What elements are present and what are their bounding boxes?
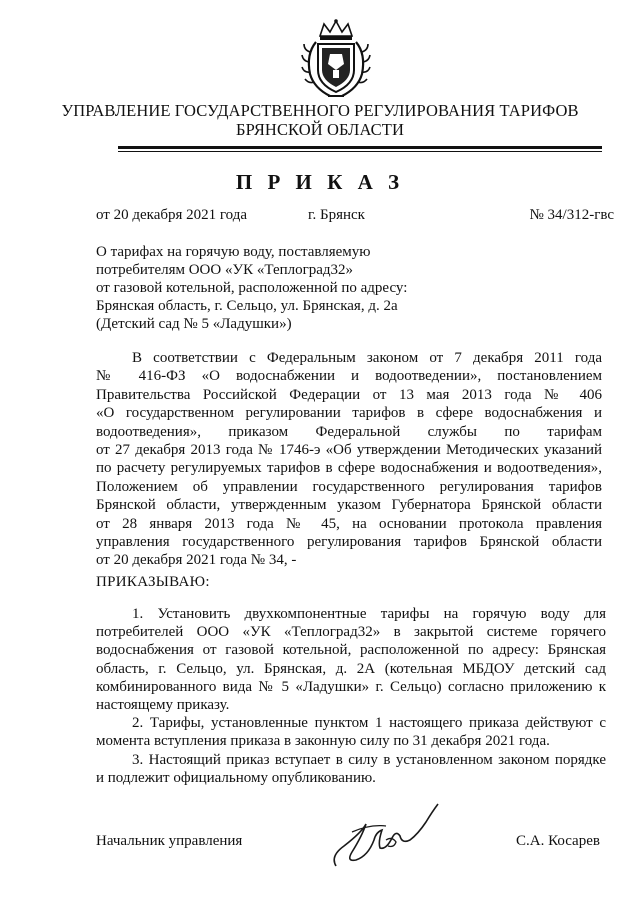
item-3-line: и подлежит официальному опубликованию. [96, 769, 376, 786]
basis-line: В соответствии с Федеральным законом от 7 декабря 2011 года [132, 350, 602, 366]
basis-line: Правительства Российской Федерации от 13 мая 2013 года № 406 [96, 386, 602, 403]
subject-line: от газовой котельной, расположенной по адресу: [96, 280, 408, 296]
basis-line: Положением об управлении государственного регулирования тарифов [96, 478, 602, 495]
basis-line: «О государственном регулировании тарифов в сфере водоснабжения и [96, 405, 602, 422]
coat-of-arms-icon [300, 18, 372, 100]
handwritten-signature-icon [322, 796, 442, 876]
basis-line: от 27 декабря 2013 года № 1746-э «Об утверждении Методических указаний [96, 442, 602, 459]
item-2-line: момента вступления приказа в законную силу по 31 декабря 2021 года. [96, 733, 550, 750]
signatory-name: С.А. Косарев [516, 833, 600, 849]
basis-line: от 20 декабря 2021 года № 34, - [96, 552, 297, 569]
header-divider-thin [118, 151, 602, 152]
item-1-line: 1. Установить двухкомпонентные тарифы на горячую воду для [132, 606, 606, 622]
order-items [96, 605, 606, 787]
item-2-line: 2. Тарифы, установленные пунктом 1 настоящего приказа действуют с [132, 715, 606, 732]
order-date: от 20 декабря 2021 года [96, 207, 248, 223]
item-1-line: комбинированного вида № 5 «Ладушки» г. Сельцо) согласно приложению к [96, 678, 606, 695]
legal-basis-paragraph [96, 349, 602, 570]
subject-line: (Детский сад № 5 «Ладушки») [96, 316, 292, 332]
organization-name-line-2: БРЯНСКОЙ ОБЛАСТИ [236, 120, 404, 139]
basis-line: Брянской области, утвержденным указом Губернатора Брянской области [96, 497, 602, 514]
order-number: № 34/312-гвс [529, 207, 614, 223]
basis-line: водоотведения», приказом Федеральной службы по тарифам [96, 423, 602, 440]
signatory-position: Начальник управления [96, 833, 243, 849]
item-1-line: потребителей ООО «УК «Теплоград32» в закрытой системе горячего [96, 624, 606, 641]
basis-line: управления государственного регулирования тарифов Брянской области [96, 534, 602, 551]
order-city: г. Брянск [308, 207, 365, 223]
basis-line: № 416-ФЗ «О водоснабжении и водоотведении», постановлением [96, 368, 602, 385]
item-1-line: область, г. Сельцо, ул. Брянская, д. 2А (котельная МБДОУ детский сад [96, 660, 606, 677]
basis-line: по расчету регулируемых тарифов в сфере водоснабжения и водоотведения», [96, 460, 602, 477]
order-heading: ПРИКАЗЫВАЮ: [96, 574, 210, 590]
organization-name-line-1: УПРАВЛЕНИЕ ГОСУДАРСТВЕННОГО РЕГУЛИРОВАНИЯ ТАРИФОВ [61, 101, 579, 120]
document-title: П Р И К А З [235, 170, 405, 194]
basis-line: от 28 января 2013 года № 45, на основании протокола правления [96, 515, 602, 532]
item-3-line: 3. Настоящий приказ вступает в силу в установленном законом порядке [132, 751, 606, 768]
subject-line: О тарифах на горячую воду, поставляемую [96, 244, 371, 260]
item-1-line: настоящему приказу. [96, 697, 230, 714]
subject-line: Брянская область, г. Сельцо, ул. Брянская, д. 2а [96, 298, 398, 314]
header-divider-thick [118, 146, 602, 149]
order-subject [96, 243, 526, 333]
subject-line: потребителям ООО «УК «Теплоград32» [96, 262, 354, 278]
item-1-line: водоснабжения от газовой котельной, расположенной по адресу: Брянская [96, 642, 606, 659]
